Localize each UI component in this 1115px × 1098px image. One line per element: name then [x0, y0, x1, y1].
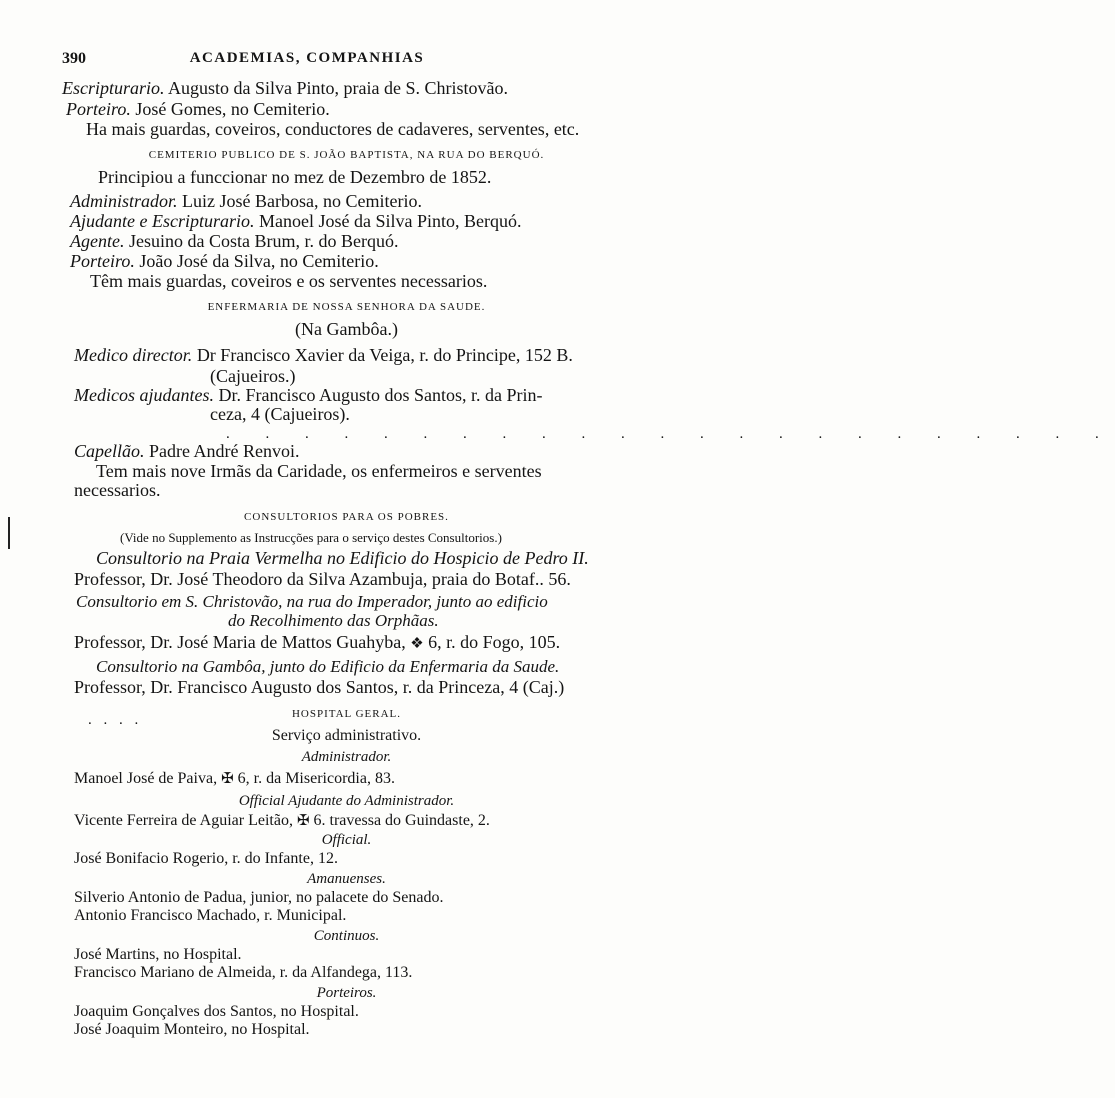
hospital-administrador: Manoel José de Paiva, ✠ 6, r. da Misericordia, 83. — [74, 770, 395, 787]
porteiro-1: Joaquim Gonçalves dos Santos, no Hospital. — [74, 1003, 359, 1020]
title-porteiros: Porteiros. — [316, 985, 377, 1001]
medico-director-cont: (Cajueiros.) — [210, 366, 296, 386]
consultorio-1-professor: Professor, Dr. José Theodoro da Silva Azambuja, praia do Botaf.. 56. — [74, 569, 571, 589]
enfermaria-closing-1: Tem mais nove Irmãs da Caridade, os enfermeiros e serventes — [96, 461, 542, 481]
insignia-icon: ❖ — [410, 636, 424, 652]
entry-medico-director: Medico director. Dr Francisco Xavier da Veiga, r. do Principe, 152 B. — [74, 345, 573, 365]
note-more-staff: Ha mais guardas, coveiros, conductores de cadaveres, serventes, etc. — [86, 119, 580, 139]
section-heading-enfermaria: ENFERMARIA DE NOSSA SENHORA DA SAUDE. — [207, 301, 486, 313]
hospital-official: José Bonifacio Rogerio, r. do Infante, 12. — [74, 850, 338, 867]
page-header — [62, 50, 642, 74]
medicos-ajudantes-cont: ceza, 4 (Cajueiros). — [210, 404, 350, 424]
title-official: Official. — [321, 832, 372, 848]
ellipsis-dots-small: . . . . — [88, 712, 143, 728]
consultorio-3-professor: Professor, Dr. Francisco Augusto dos Santos, r. da Princeza, 4 (Caj.) — [74, 677, 565, 697]
continuo-2: Francisco Mariano de Almeida, r. da Alfandega, 113. — [74, 964, 413, 981]
section-heading-consultorios: CONSULTORIOS PARA OS POBRES. — [244, 511, 449, 523]
amanuense-2: Antonio Francisco Machado, r. Municipal. — [74, 907, 347, 924]
entry-porteiro: Porteiro. José Gomes, no Cemiterio. — [66, 99, 330, 119]
consultorio-gamboa: Consultorio na Gambôa, junto do Edificio da Enfermaria da Saude. — [96, 657, 560, 676]
entry-escripturario: Escripturario. Augusto da Silva Pinto, praia de S. Christovão. — [62, 78, 509, 98]
entry-agente: Agente. Jesuino da Costa Brum, r. do Berquó. — [70, 231, 399, 251]
consultorio-praia-vermelha: Consultorio na Praia Vermelha no Edificio do Hospicio de Pedro II. — [96, 548, 589, 568]
enfermaria-closing-2: necessarios. — [74, 480, 161, 500]
enfermaria-location: (Na Gambôa.) — [295, 319, 398, 339]
title-continuos: Continuos. — [313, 928, 380, 944]
amanuense-1: Silverio Antonio de Padua, junior, no palacete do Senado. — [74, 889, 444, 906]
consultorios-note: (Vide no Supplemento as Instrucções para o serviço destes Consultorios.) — [120, 530, 502, 545]
running-title: ACADEMIAS, COMPANHIAS — [189, 50, 425, 66]
consultorio-2-professor: Professor, Dr. José Maria de Mattos Guahyba, ❖ 6, r. do Fogo, 105. — [74, 632, 561, 652]
consultorio-s-christovao-cont: do Recolhimento das Orphãas. — [228, 611, 439, 630]
title-administrador: Administrador. — [301, 749, 392, 765]
porteiro-2: José Joaquim Monteiro, no Hospital. — [74, 1021, 310, 1038]
section-heading-hospital: HOSPITAL GERAL. — [291, 708, 402, 720]
page-number: 390 — [62, 50, 86, 67]
hospital-subheading: Serviço administrativo. — [271, 727, 422, 744]
title-official-ajudante: Official Ajudante do Administrador. — [238, 793, 455, 809]
entry-ajudante: Ajudante e Escripturario. Manoel José da Silva Pinto, Berquó. — [70, 211, 522, 231]
entry-porteiro-cemiterio: Porteiro. João José da Silva, no Cemiterio. — [70, 251, 379, 271]
entry-medicos-ajudantes: Medicos ajudantes. Dr. Francisco Augusto dos Santos, r. da Prin- — [74, 385, 543, 405]
cemiterio-closing: Têm mais guardas, coveiros e os serventes necessarios. — [90, 271, 488, 291]
title-amanuenses: Amanuenses. — [307, 871, 386, 887]
ellipsis-dots: . . . . . . . . . . . . . . . . . . . . . . . — [226, 426, 1115, 442]
entry-capellao: Capellão. Padre André Renvoi. — [74, 441, 300, 461]
insignia-icon: ✠ — [221, 771, 234, 787]
continuo-1: José Martins, no Hospital. — [74, 946, 242, 963]
hospital-official-ajudante: Vicente Ferreira de Aguiar Leitão, ✠ 6. travessa do Guindaste, 2. — [74, 812, 490, 829]
section-heading-cemiterio: CEMITERIO PUBLICO DE S. JOÃO BAPTISTA, NA RUA DO BERQUÓ. — [148, 149, 545, 161]
insignia-icon: ✠ — [296, 813, 310, 829]
consultorio-s-christovao: Consultorio em S. Christovão, na rua do Imperador, junto ao edificio — [76, 592, 548, 611]
entry-administrador: Administrador. Luiz José Barbosa, no Cemiterio. — [70, 191, 422, 211]
cemiterio-intro: Principiou a funccionar no mez de Dezembro de 1852. — [98, 167, 492, 187]
